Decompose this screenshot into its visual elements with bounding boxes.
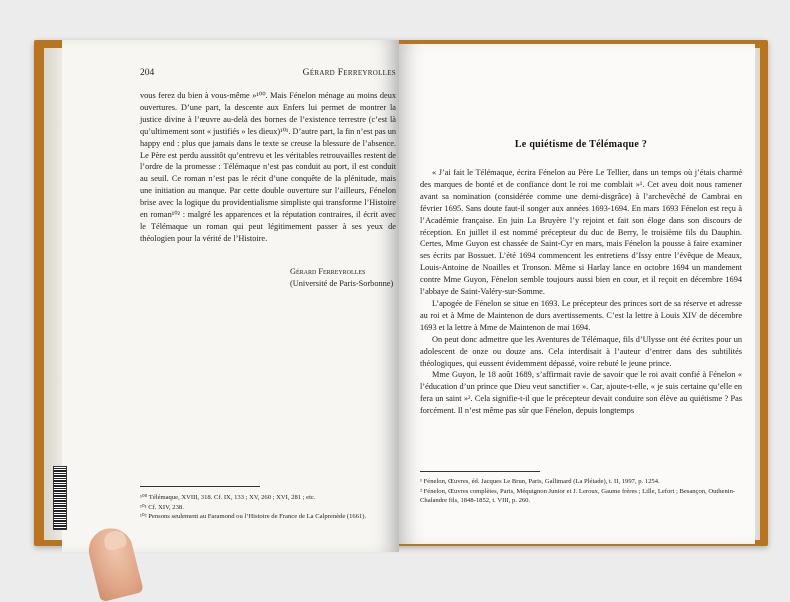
footnote: ¹ Fénelon, Œuvres, éd. Jacques Le Brun, Paris, Gallimard (La Pléiade), t. II, 1997, p. 1254.	[420, 478, 660, 485]
barcode-label	[53, 466, 67, 530]
left-page-header	[140, 68, 396, 78]
footnote: ¹⁰⁰ Télémaque, XVIII, 318. Cf. IX, 133 ; XV, 260 ; XVI, 281 ; etc.	[140, 494, 316, 501]
footnote: ¹⁰² Pensons seulement au Faramond ou l’Histoire de France de La Calprenède (1661).	[140, 513, 367, 521]
paragraph: vous ferez du bien à vous-même »¹⁰⁰. Mais Fénelon ménage au moins deux ouvertures. D’une part, la descente aux Enfers lui permet de montrer la justice divine à l’œuvre au-delà des bornes de l’existence terrestre (c’est là qu’ultimement sont « justifiés » les dieux)¹⁰¹. D’autre part, la fin n’est pas un happy end : plus que jamais dans le texte se creuse la blessure de l’absence. Le Père est perdu aussitôt qu’entrevu et les véritables retrouvailles restent de l’ordre de la promesse : Télémaque n’est pas conduit au port, il est conduit au seuil. Ce roman n’est pas le récit d’une conquête de la plénitude, mais une initiation au manque. Par cette double ouverture sur l’ailleurs, Fénelon brise avec la logique du providentialisme simpliste qui transforme l’Histoire en roman¹⁰² : malgré les apparences et la réputation contraires, il écrit avec le Télémaque un roman qui peut légitimement passer à ses yeux de théologien pour la vérité de l’Histoire.	[140, 91, 397, 243]
footnote-rule	[420, 471, 540, 472]
paragraph: On peut donc admettre que les Aventures de Télémaque, fils d’Ulysse ont été écrites pour un adolescent de onze ou douze ans. Cela interdisait à l’auteur d’entrer dans des subtilités théologiques, qui eussent évidemment dépassé, voire rebuté le jeune prince.	[420, 334, 742, 368]
signature-affiliation: (Université de Paris-Sorbonne)	[290, 279, 394, 288]
paragraph: Mme Guyon, le 18 août 1689, s’affirmait ravie de savoir que le roi avait confié à Fénelon « l’éducation d’un prince que Dieu veut sanctifier ». Car, ajoute-t-elle, « je suis certaine qu’elle en fera un saint »². Cela signifie-t-il que le précepteur devait conduire son élève au quiétisme ? Pas forcément. Il n’est même pas sûr que Fénelon, depuis longtemps	[420, 370, 742, 416]
right-footnotes	[420, 477, 742, 506]
page-number: 204	[140, 68, 155, 78]
left-footnotes	[140, 493, 396, 522]
chapter-title: Le quiétisme de Télémaque ?	[514, 139, 648, 150]
paragraph: « J’ai fait le Télémaque, écrira Fénelon au Père Le Tellier, dans un temps où j’étais charmé des marques de bonté et de confiance dont le roi me comblait »¹. Cet aveu doit nous ramener avant sa nomination (considérée comme une demi-disgrâce) à l’archevêché de Cambrai en février 1695. Sans doute faut-il songer aux années 1693-1694. En mars 1693 Fénelon est reçu à l’Académie française. En juin La Bruyère l’y rejoint et fait son éloge dans son discours de réception. En juillet il est nommé précepteur du duc de Berry, le troisième fils du Dauphin. Certes, Mme Guyon est chassée de Saint-Cyr en mars, mais Fénelon la pousse à faire examiner ses écrits par Bossuet. L’été 1694 commencent les entretiens d’Issy entre l’évêque de Meaux, Louis-Antoine de Noailles et Tronson. Même si Harlay lance en octobre 1694 un mandement contre Mme Guyon, Fénelon semble toujours aussi bien en cour, et il reçoit en décembre 1694 l’abbaye de Saint-Valéry-sur-Somme.	[420, 168, 742, 297]
footnote: ¹⁰¹ Cf. XIV, 238.	[140, 503, 184, 511]
running-head: Gérard Ferreyrolles	[302, 68, 396, 78]
paragraph: L’apogée de Fénelon se situe en 1693. Le précepteur des princes sort de sa réserve et adresse au roi et à Mme de Maintenon de durs avertissements. C’est la lettre à Louis XIV de décembre 1693 et la lettre à Mme de Maintenon de mai 1694.	[420, 298, 742, 332]
footnote-rule	[140, 486, 260, 487]
signature	[290, 266, 393, 290]
signature-name: Gérard Ferreyrolles	[290, 267, 366, 276]
right-body-text	[420, 167, 742, 417]
footnote: ² Fénelon, Œuvres complètes, Paris, Méquignon Junior et J. Leroux, Gaume frères ; Lille, Lefort ; Besançon, Outhenin-Chalandre fils, 1848-1852, t. VIII, p. 260.	[420, 487, 736, 505]
left-body-text	[140, 90, 396, 245]
